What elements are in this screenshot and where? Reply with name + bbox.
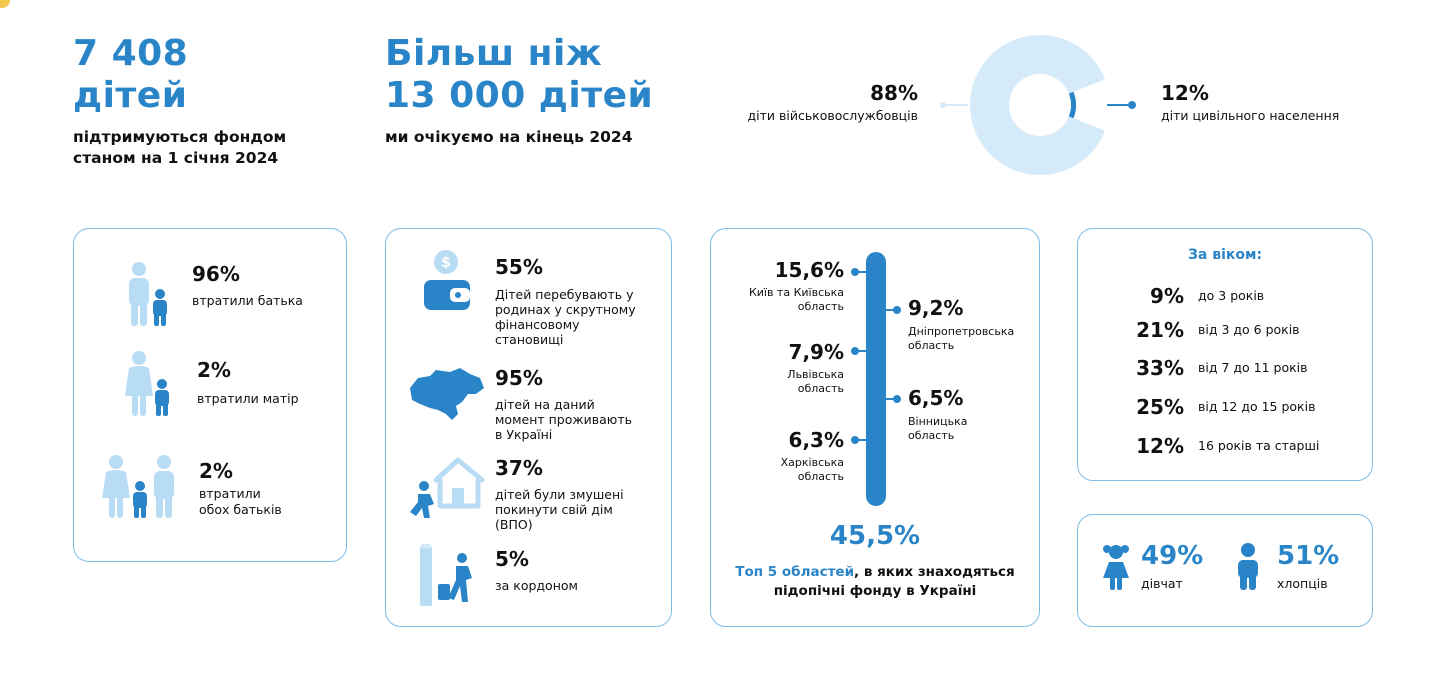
age-2-label: від 7 до 11 років [1198, 360, 1308, 375]
region-dnipro-label-1: Дніпропетровська [908, 325, 1015, 338]
region-lviv-label-1: Львівська [787, 368, 844, 381]
forecast-caption: ми очікуємо на кінець 2024 [385, 128, 633, 146]
boy-icon [1234, 542, 1274, 592]
region-vinnytsia-label-2: область [908, 429, 955, 442]
region-kyiv-label-2: область [797, 300, 844, 313]
region-lviv-pct: 7,9% [788, 340, 844, 364]
current-children-count: 7 408 [73, 33, 189, 74]
status-abroad-pct: 5% [495, 547, 529, 571]
boys-label: хлопців [1277, 576, 1328, 591]
status-finance-label-1: Дітей перебувають у [495, 287, 634, 302]
girls-pct: 49% [1141, 541, 1204, 571]
regions-caption-highlight: Топ 5 областей [735, 564, 855, 580]
age-4-pct: 12% [1136, 434, 1184, 458]
status-idp-pct: 37% [495, 456, 543, 480]
status-idp-label-3: (ВПО) [495, 517, 533, 532]
status-ukraine-label-3: в Україні [495, 427, 553, 442]
current-children-unit: дітей [73, 75, 188, 116]
age-title: За віком: [1187, 247, 1263, 263]
status-idp-label-2: покинути свій дім [495, 502, 613, 517]
girl-icon [1099, 542, 1139, 592]
regions-caption-rest: , в яких знаходяться [854, 564, 1015, 580]
region-kyiv-marker [851, 268, 859, 276]
region-lviv-label-2: область [797, 382, 844, 395]
regions-caption-2: підопічні фонду в Україні [773, 583, 977, 599]
status-ukraine-label-2: момент проживають [495, 412, 632, 427]
status-finance-label-3: фінансовому [495, 317, 580, 332]
forecast-count: 13 000 дітей [385, 75, 654, 116]
current-children-caption-1: підтримуються фондом [73, 128, 287, 146]
status-finance-label-2: родинах у скрутному [495, 302, 636, 317]
region-vinnytsia-pct: 6,5% [908, 386, 964, 410]
region-kharkiv-label-2: область [797, 470, 844, 483]
age-4-label: 16 років та старші [1198, 438, 1320, 453]
donut-civil-label: діти цивільного населення [1161, 108, 1340, 123]
age-2-pct: 33% [1136, 356, 1184, 380]
age-1-pct: 21% [1136, 318, 1184, 342]
status-finance-label-4: становищі [495, 332, 564, 347]
donut-military-label: діти військовослужбовців [747, 108, 918, 123]
forecast-prefix: Більш ніж [385, 33, 603, 74]
loss-both-label-1: втратили [199, 486, 261, 501]
status-finance-pct: 55% [495, 255, 543, 279]
age-3-pct: 25% [1136, 395, 1184, 419]
region-dnipro-label-2: область [908, 339, 955, 352]
loss-father-label: втратили батька [192, 293, 303, 308]
loss-mother-pct: 2% [197, 358, 231, 382]
region-kharkiv-label-1: Харківська [780, 456, 844, 469]
status-idp-label-1: дітей були змушені [495, 487, 624, 502]
current-children-caption-2: станом на 1 січня 2024 [73, 149, 279, 167]
region-lviv-marker [851, 347, 859, 355]
region-dnipro-pct: 9,2% [908, 296, 964, 320]
region-kyiv-pct: 15,6% [774, 258, 844, 282]
age-1-label: від 3 до 6 років [1198, 322, 1300, 337]
region-kharkiv-pct: 6,3% [788, 428, 844, 452]
loss-both-pct: 2% [199, 459, 233, 483]
regions-bar [866, 252, 886, 506]
donut-civil-pct: 12% [1161, 81, 1209, 105]
region-kharkiv-marker [851, 436, 859, 444]
age-3-label: від 12 до 15 років [1198, 399, 1316, 414]
loss-both-label-2: обох батьків [199, 502, 282, 517]
region-vinnytsia-label-1: Вінницька [908, 415, 968, 428]
age-0-label: до 3 років [1198, 288, 1265, 303]
donut-military-pct: 88% [870, 81, 918, 105]
region-vinnytsia-marker [893, 395, 901, 403]
region-dnipro-marker [893, 306, 901, 314]
status-ukraine-label-1: дітей на даний [495, 397, 595, 412]
age-0-pct: 9% [1150, 284, 1184, 308]
loss-mother-label: втратили матір [197, 391, 299, 406]
loss-father-pct: 96% [192, 262, 240, 286]
status-abroad-label: за кордоном [495, 578, 578, 593]
boys-pct: 51% [1277, 541, 1340, 571]
status-ukraine-pct: 95% [495, 366, 543, 390]
regions-caption-1 [710, 563, 1040, 581]
svg-text:$: $ [441, 255, 451, 271]
girls-label: дівчат [1141, 576, 1183, 591]
regions-total: 45,5% [829, 521, 921, 551]
region-kyiv-label-1: Київ та Київська [748, 286, 844, 299]
